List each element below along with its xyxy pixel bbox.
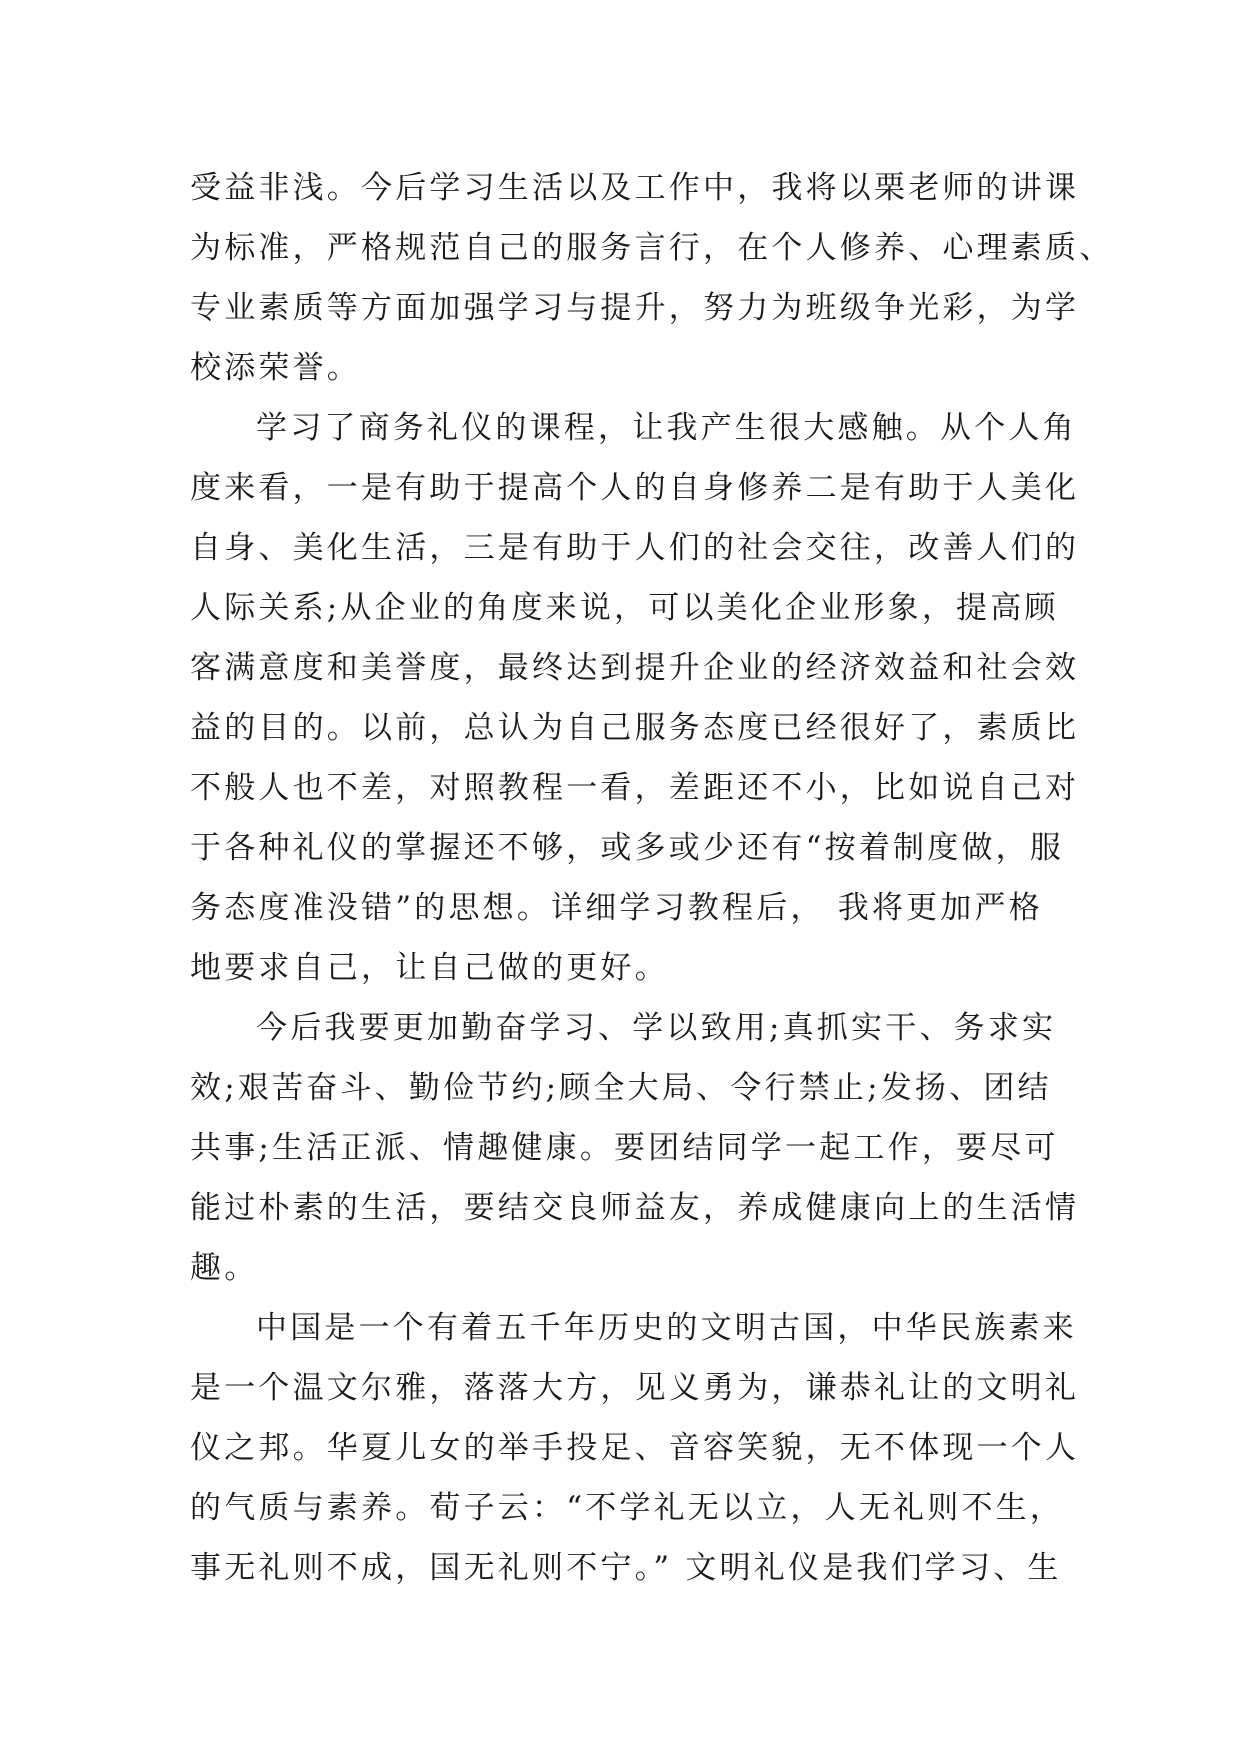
text-line: 能过朴素的生活，要结交良师益友，养成健康向上的生活情 (190, 1190, 1080, 1226)
text-line: 度来看，一是有助于提高个人的自身修养二是有助于人美化 (190, 470, 1080, 506)
text-line: 是一个温文尔雅，落落大方，见义勇为，谦恭礼让的文明礼 (190, 1370, 1080, 1406)
text-line: 事无礼则不成，国无礼则不宁。” 文明礼仪是我们学习、生 (190, 1550, 1062, 1586)
text-line: 受益非浅。今后学习生活以及工作中，我将以栗老师的讲课 (190, 170, 1080, 206)
text-line: 益的目的。以前，总认为自己服务态度已经很好了，素质比 (190, 710, 1080, 746)
text-line: 专业素质等方面加强学习与提升，努力为班级争光彩，为学 (190, 290, 1080, 326)
text-line: 为标准，严格规范自己的服务言行，在个人修养、心理素质、 (190, 230, 1114, 266)
text-line: 效;艰苦奋斗、勤俭节约;顾全大局、令行禁止;发扬、团结 (190, 1070, 1052, 1106)
paragraph-2 (190, 398, 1080, 998)
document-body (190, 158, 1114, 1598)
paragraph-4 (190, 1298, 1080, 1598)
paragraph-1 (190, 158, 1114, 398)
text-line: 学习了商务礼仪的课程，让我产生很大感触。从个人角 (256, 410, 1077, 446)
text-line: 人际关系;从企业的角度来说，可以美化企业形象，提高顾 (190, 590, 1059, 626)
text-line: 今后我要更加勤奋学习、学以致用;真抓实干、务求实 (256, 1010, 1057, 1046)
paragraph-3 (190, 998, 1080, 1298)
text-line: 仪之邦。华夏儿女的举手投足、音容笑貌，无不体现一个人 (190, 1430, 1080, 1466)
text-line: 于各种礼仪的掌握还不够，或多或少还有“按着制度做，服 (190, 830, 1065, 866)
text-line: 地要求自己，让自己做的更好。 (190, 950, 669, 986)
text-line: 不般人也不差，对照教程一看，差距还不小，比如说自己对 (190, 770, 1080, 806)
text-line: 校添荣誉。 (190, 350, 361, 386)
text-line: 的气质与素养。荀子云：“不学礼无以立，人无礼则不生， (190, 1490, 1065, 1526)
text-line: 客满意度和美誉度，最终达到提升企业的经济效益和社会效 (190, 650, 1080, 686)
text-line: 务态度准没错”的思想。详细学习教程后， 我将更加严格 (190, 890, 1043, 926)
text-line: 中国是一个有着五千年历史的文明古国，中华民族素来 (256, 1310, 1077, 1346)
text-line: 自身、美化生活，三是有助于人们的社会交往，改善人们的 (190, 530, 1080, 566)
text-line: 共事;生活正派、情趣健康。要团结同学一起工作，要尽可 (190, 1130, 1059, 1166)
text-line: 趣。 (190, 1250, 259, 1286)
